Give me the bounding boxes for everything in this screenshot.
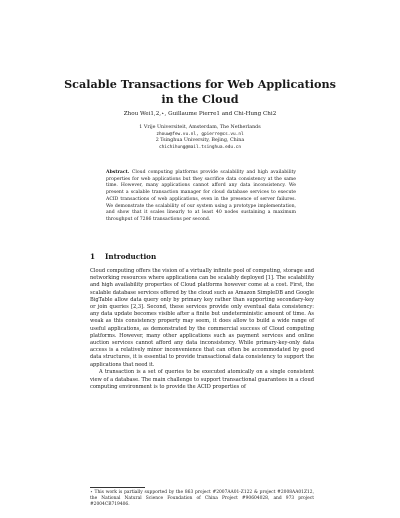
paragraph: Cloud computing offers the vision of a virtually infinite pool of computing, storage and networking resources where applications can be scalably deployed [1]. The scalability and high availability properties of Cloud platforms however come at a cost. First, the scalable database services offered by the cloud such as Amazon SimpleDB and Google BigTable allow data query only by primary key rather than supporting secondary-key or join queries [2,3]. Second, these services provide only eventual data consistency: any data update becomes visible after a finite but undeterministic amount of time. As weak as this consistency property may seem, it does allow to build a wide range of useful applications, as demonstrated by the commercial success of Cloud computing platforms. However, many other applications such as payment services and online auction services cannot afford any data inconsistency. While primary-key-only data access is a relatively minor inconvenience that can often be accommodated by good data structures, it is essential to provide transactional data consistency to support the applications that need it. <box>90 268 314 368</box>
email-1: zhouw@few.vu.nl, gpierre@cs.vu.nl <box>156 131 244 137</box>
section-heading <box>90 252 156 262</box>
section-title: Introduction <box>105 252 157 261</box>
abstract <box>106 170 296 224</box>
affiliation-2: 2 Tsinghua University, Bejing, China <box>155 138 245 144</box>
footnote: ⋆ This work is partially supported by the 863 project #2007AA01-Z122 & project #2008AA01Z12, the National Natural Science Foundation of China Project #90604028, and 973 project #2004CB719406. <box>90 490 314 507</box>
email-2: chichihung@mail.tsinghua.edu.cn <box>159 144 241 150</box>
footnote-rule <box>90 487 145 488</box>
abstract-label: Abstract. <box>106 170 130 175</box>
affiliation-1: 1 Vrije Universiteit, Amsterdam, The Netherlands <box>139 125 261 130</box>
paper-title: Scalable Transactions for Web Applications in the Cloud <box>64 77 336 106</box>
author-list: Zhou Wei1,2,⋆, Guillaume Pierre1 and Chi-Hung Chi2 <box>123 111 277 117</box>
section-number: 1 <box>90 252 96 261</box>
abstract-text: Cloud computing platforms provide scalability and high availability properties for web applications but they sacrifice data consistency at the same time. However, many applications cannot afford any data inconsistency. We present a scalable transaction manager for cloud database services to execute ACID transactions of web applications, even in the presence of server failures. We demonstrate the scalability of our system using a prototype implementation, and show that it scales linearly to at least 40 nodes sustaining a maximum throughput of 7286 transactions per second. <box>106 170 296 222</box>
affiliations <box>40 125 360 151</box>
section-body <box>90 268 314 391</box>
paragraph: A transaction is a set of queries to be executed atomically on a single consistent view of a database. The main challenge to support transactional guarantees in a cloud computing environment is to provide the ACID properties of <box>90 369 314 390</box>
